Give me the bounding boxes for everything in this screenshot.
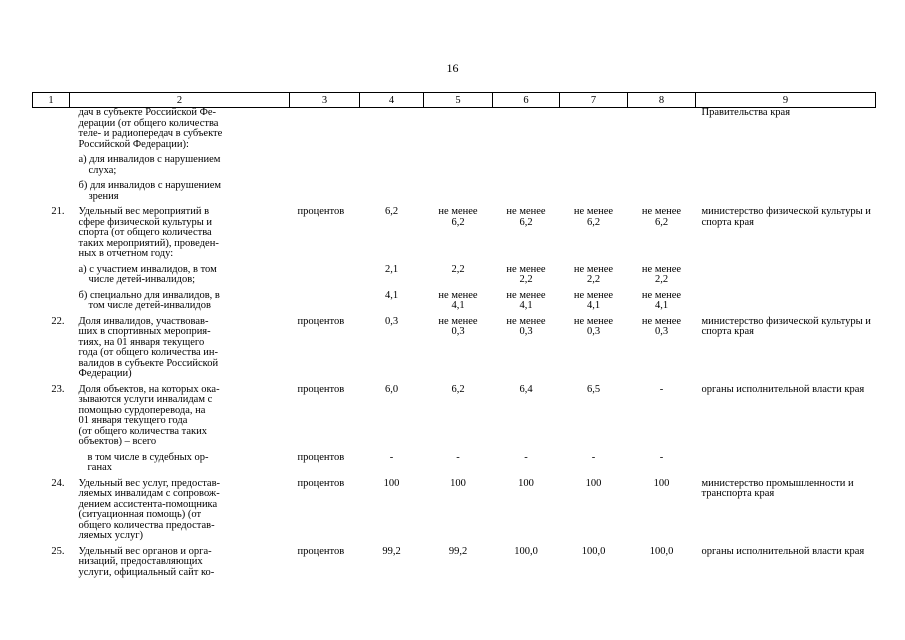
cell-line: объектов) – всего [78,436,157,447]
cell-line: - [591,451,596,463]
cell-line: 6,2 [451,216,465,228]
cell-line: 6,2 [384,206,399,217]
table-row [33,150,876,176]
indicators-table-container [32,92,875,578]
value-v4 [360,150,424,176]
row-number: 22. [51,315,65,327]
cell-line: Удельный вес органов и орга- [78,545,212,557]
responsible-body [696,150,876,176]
cell-line: числе детей-инвалидов; [88,274,196,285]
cell-line: Доля объектов, на которых ока- [78,383,220,395]
header-col-7: 7 [560,93,628,108]
cell-line: не менее [641,263,682,275]
row-number [33,286,70,312]
cell-line: не менее [641,315,682,327]
unit-of-measure: процентов [297,383,345,395]
value-v8 [628,150,696,176]
table-row [33,286,876,312]
cell-line: не менее [573,315,614,327]
responsible-body: министерство физической культуры и спорта края [701,206,871,228]
description-text [79,265,286,286]
value-v7 [560,542,628,579]
indicator-description [70,542,290,579]
cell-line: 2,1 [384,263,399,275]
table-row [33,108,876,151]
value-v5 [424,286,493,312]
description-text [79,181,286,202]
table-row [33,380,876,448]
cell-line: не менее [641,206,682,217]
cell-line: не менее [573,206,614,217]
value-v7 [560,448,628,474]
indicator-description [70,260,290,286]
cell-line: 0,3 [519,326,533,337]
cell-line: не менее [573,263,614,275]
cell-line: 99,2 [448,545,468,557]
cell-line: не менее [506,289,546,301]
unit-of-measure [290,260,360,286]
value-v5 [424,260,493,286]
value-v7 [560,380,628,448]
cell-line: 6,2 [654,216,669,228]
value-v7 [560,286,628,312]
indicator-description [70,286,290,312]
cell-line: не менее [438,315,478,327]
cell-line: ляемых услуг) [78,530,144,541]
row-number: 25. [51,545,65,557]
cell-line: 100,0 [514,545,538,557]
value-v6 [493,260,560,286]
value-v5 [424,202,493,260]
cell-line: ных в отчетном году: [78,248,174,259]
value-v8 [628,260,696,286]
cell-line: 01 января текущего года [78,415,188,426]
value-v8 [628,448,696,474]
value-v5 [424,108,493,151]
value-v4 [360,176,424,202]
indicator-description [70,312,290,380]
cell-line: Доля инвалидов, участвовав- [78,315,209,327]
indicator-description [70,150,290,176]
cell-line: 100 [653,477,670,489]
cell-line: года (от общего количества ин- [78,347,219,358]
value-v4 [360,380,424,448]
cell-line: не менее [641,289,682,301]
cell-line: - [659,383,664,395]
responsible-body: министерство промышленности и транспорта края [701,477,854,499]
value-v6 [493,448,560,474]
cell-line: тиях, на 01 января текущего [78,336,205,348]
header-col-5: 5 [424,93,493,108]
unit-of-measure: процентов [297,451,345,463]
header-col-8: 8 [628,93,696,108]
value-v7 [560,150,628,176]
cell-line: (от общего количества таких [78,425,208,437]
cell-line: таких мероприятий), проведен- [78,237,219,249]
value-v5 [424,150,493,176]
row-number [33,108,70,151]
cell-line: низаций, предоставляющих [78,556,203,567]
header-col-1: 1 [33,93,70,108]
cell-line: 2,2 [519,274,533,285]
cell-line: 100 [518,477,534,489]
responsible-body [696,260,876,286]
unit-of-measure: процентов [297,315,345,327]
cell-line: ляемых инвалидам с сопровож- [78,488,220,499]
cell-line: не менее [438,206,478,217]
row-number [33,448,70,474]
row-number: 21. [51,206,65,217]
row-number [33,150,70,176]
value-v8 [628,176,696,202]
cell-line: 6,4 [519,383,533,395]
value-v4 [360,260,424,286]
cell-line: 99,2 [382,545,401,557]
header-col-9: 9 [696,93,876,108]
cell-line: 2,2 [654,274,669,285]
cell-line: дением ассистента-помощника [78,498,218,510]
cell-line: 4,1 [586,300,601,311]
responsible-body: министерство физической культуры и спорта края [701,315,871,337]
cell-line: дач в субъекте Российской Фе- [78,107,217,118]
value-v6 [493,176,560,202]
cell-line: валидов в субъекте Российской [78,357,219,369]
value-v8 [628,380,696,448]
value-v4 [360,448,424,474]
cell-line: Удельный вес услуг, предостав- [78,477,221,489]
cell-line: 6,0 [384,383,399,395]
value-v7 [560,312,628,380]
value-v7 [560,474,628,542]
description-text [79,291,286,312]
cell-line: теле- и радиопередач в субъекте [78,128,223,139]
value-v4 [360,474,424,542]
value-v8 [628,474,696,542]
cell-line: 100 [450,477,466,489]
value-v5 [424,176,493,202]
value-v6 [493,312,560,380]
responsible-body [696,448,876,474]
table-body [33,108,876,579]
value-v4 [360,542,424,579]
value-v8 [628,286,696,312]
responsible-body [696,176,876,202]
unit-of-measure [290,176,360,202]
table-row [33,474,876,542]
cell-line: 6,5 [586,383,601,395]
table-row [33,176,876,202]
unit-of-measure: процентов [297,545,345,557]
cell-line: 100 [585,477,602,489]
value-v6 [493,150,560,176]
indicator-description [70,108,290,151]
value-v7 [560,202,628,260]
cell-line: услуги, официальный сайт ко- [78,566,215,578]
value-v8 [628,312,696,380]
cell-line: а) с участием инвалидов, в том [78,263,217,275]
value-v5 [424,474,493,542]
header-row [33,93,876,108]
cell-line: сфере физической культуры и [78,216,213,228]
row-number: 23. [51,383,65,395]
value-v6 [493,286,560,312]
value-v7 [560,176,628,202]
unit-of-measure: процентов [297,206,345,217]
cell-line: не менее [506,263,546,275]
value-v5 [424,380,493,448]
cell-line: б) специально для инвалидов, в [78,289,220,301]
responsible-body: органы исполнительной власти края [701,383,865,395]
description-text [79,155,286,176]
cell-line: общего количества предостав- [78,519,215,531]
cell-line: в том числе в судебных ор- [87,451,209,463]
cell-line: 4,1 [519,300,533,311]
unit-of-measure [290,108,360,151]
value-v8 [628,108,696,151]
cell-line: 6,2 [451,383,465,395]
table-row [33,312,876,380]
value-v6 [493,202,560,260]
cell-line: зрения [88,190,119,202]
value-v4 [360,312,424,380]
value-v7 [560,108,628,151]
cell-line: - [389,451,394,463]
cell-line: помощью сурдоперевода, на [78,404,206,416]
cell-line: 0,3 [451,326,465,337]
cell-line: 100,0 [649,545,674,557]
value-v6 [493,542,560,579]
header-col-3: 3 [290,93,360,108]
cell-line: 0,3 [384,315,399,327]
row-number [33,260,70,286]
cell-line: - [524,451,528,463]
table-row [33,448,876,474]
cell-line: (ситуационная помощь) (от [78,509,202,520]
value-v6 [493,474,560,542]
cell-line: 6,2 [519,216,533,228]
cell-line: не менее [438,289,478,301]
row-number: 24. [51,477,65,489]
cell-line: 0,3 [586,326,601,337]
indicator-description [70,474,290,542]
indicator-description [70,202,290,260]
cell-line: ганах [87,462,112,473]
value-v8 [628,202,696,260]
header-col-6: 6 [493,93,560,108]
value-v4 [360,202,424,260]
responsible-body [696,286,876,312]
value-v4 [360,108,424,151]
cell-line: не менее [506,315,546,327]
indicator-description [70,448,290,474]
cell-line: дерации (от общего количества [78,117,219,129]
cell-line: 100,0 [581,545,606,557]
value-v6 [493,380,560,448]
value-v5 [424,312,493,380]
cell-line: 4,1 [384,289,399,301]
table-row [33,542,876,579]
cell-line: не менее [506,206,546,217]
cell-line: а) для инвалидов с нарушением [78,154,221,165]
header-col-4: 4 [360,93,424,108]
value-v5 [424,542,493,579]
cell-line: - [456,451,460,463]
row-number [33,176,70,202]
cell-line: 100 [383,477,400,489]
cell-line: Российской Федерации): [78,138,189,150]
unit-of-measure [290,150,360,176]
cell-line: зываются услуги инвалидам с [78,394,213,405]
cell-line: 6,2 [586,216,601,228]
cell-line: спорта (от общего количества [78,227,212,238]
cell-line: 4,1 [451,300,465,311]
value-v5 [424,448,493,474]
unit-of-measure [290,286,360,312]
cell-line: не менее [573,289,614,301]
header-col-2: 2 [70,93,290,108]
table-row [33,260,876,286]
value-v7 [560,260,628,286]
cell-line: б) для инвалидов с нарушением [78,180,222,191]
page-number: 16 [446,61,459,75]
cell-line: 4,1 [654,300,669,311]
indicators-table [32,92,876,578]
value-v8 [628,542,696,579]
responsible-body: органы исполнительной власти края [701,545,865,557]
value-v6 [493,108,560,151]
cell-line: том числе детей-инвалидов [88,300,211,311]
indicator-description [70,176,290,202]
cell-line: слуха; [88,164,117,176]
cell-line: Федерации) [78,368,132,379]
cell-line: ших в спортивных мероприя- [78,326,211,337]
indicator-description [70,380,290,448]
value-v4 [360,286,424,312]
responsible-body: Правительства края [701,107,791,118]
cell-line: - [659,451,664,463]
cell-line: 2,2 [586,274,601,285]
cell-line: Удельный вес мероприятий в [78,206,210,217]
cell-line: 2,2 [451,263,465,275]
table-row [33,202,876,260]
unit-of-measure: процентов [297,477,345,489]
cell-line: 0,3 [654,326,669,337]
